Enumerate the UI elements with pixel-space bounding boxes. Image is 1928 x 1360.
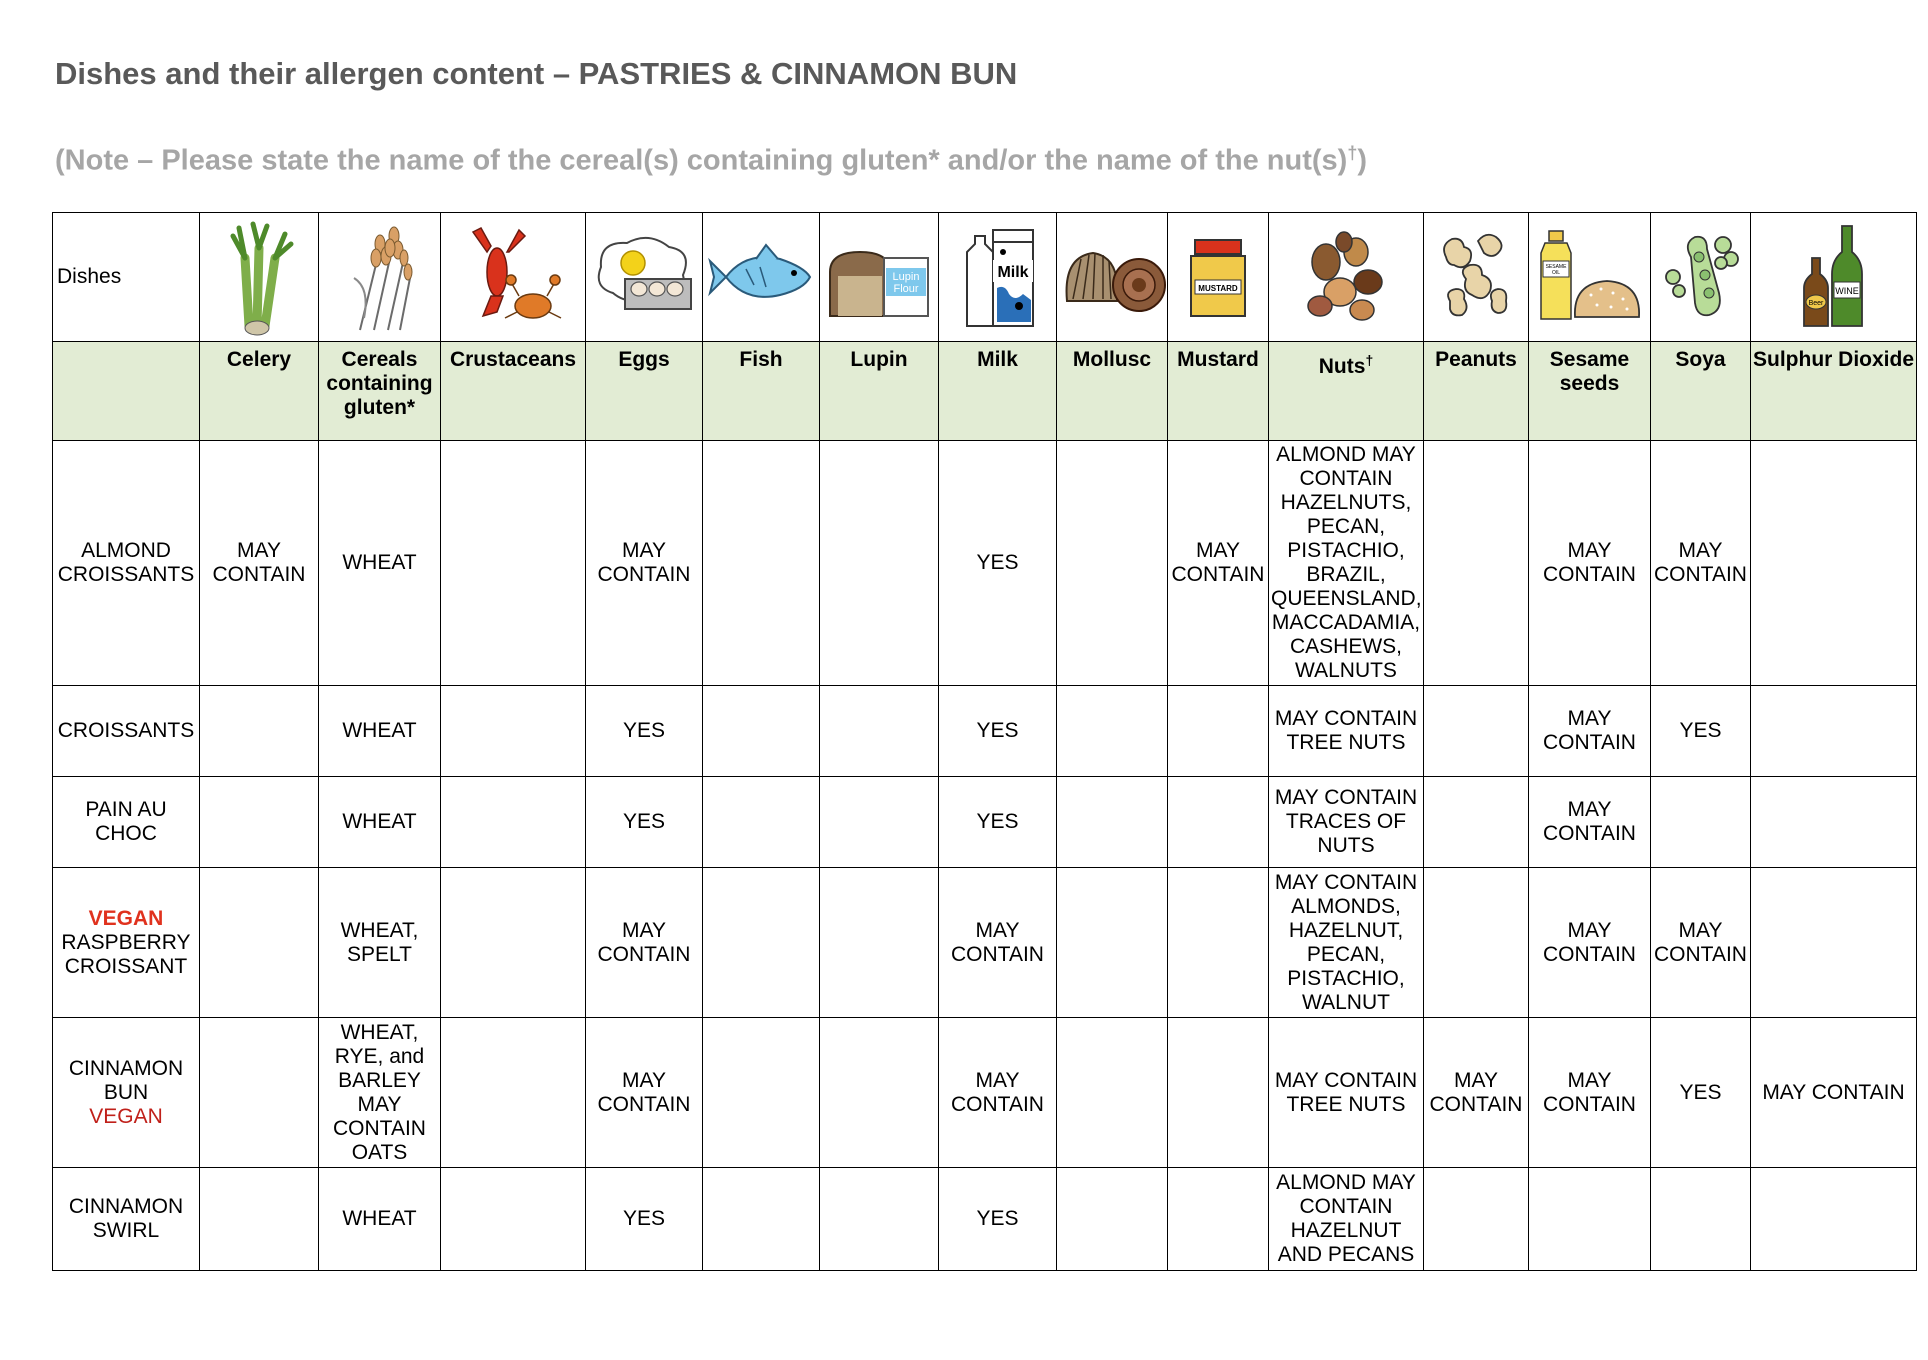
milk-icon [953, 222, 1043, 332]
table-row [53, 1168, 1917, 1271]
nuts-icon [1296, 222, 1396, 332]
column-header-eggs: Eggs [586, 342, 703, 441]
cell-eggs: YES [586, 777, 703, 868]
cell-mollusc [1057, 777, 1168, 868]
column-header-sesame: Sesame seeds [1529, 342, 1651, 441]
cell-eggs: MAY CONTAIN [586, 868, 703, 1018]
sesame-icon-text-2: OIL [1551, 270, 1560, 276]
cell-crustaceans [441, 1018, 586, 1168]
cell-crustaceans [441, 686, 586, 777]
cell-lupin [820, 868, 939, 1018]
column-header-sulphur-dioxide: Sulphur Dioxide [1751, 342, 1917, 441]
column-header-celery: Celery [200, 342, 319, 441]
cell-crustaceans [441, 777, 586, 868]
cell-sulphur-dioxide [1751, 441, 1917, 686]
cell-mollusc [1057, 1168, 1168, 1271]
cell-sulphur-dioxide [1751, 1168, 1917, 1271]
column-header-soya: Soya [1651, 342, 1751, 441]
cell-celery [200, 868, 319, 1018]
cell-peanuts [1424, 686, 1529, 777]
column-header-blank [53, 342, 200, 441]
dish-rows [53, 441, 1917, 1271]
dish-name: ALMOND CROISSANTS [53, 441, 200, 686]
dish-name: CROISSANTS [53, 686, 200, 777]
lupin-icon-text-2: Flour [893, 283, 919, 295]
cell-soya: MAY CONTAIN [1651, 868, 1751, 1018]
cell-celery: MAY CONTAIN [200, 441, 319, 686]
column-header-crustaceans: Crustaceans [441, 342, 586, 441]
nuts-dagger: † [1365, 352, 1374, 368]
dish-name [53, 868, 200, 1018]
allergen-table [52, 212, 1917, 1271]
peanuts-icon [1436, 227, 1516, 327]
table-row [53, 1018, 1917, 1168]
cell-sesame: MAY CONTAIN [1529, 868, 1651, 1018]
cell-eggs: MAY CONTAIN [586, 1018, 703, 1168]
cell-mustard [1168, 686, 1269, 777]
column-header-fish: Fish [703, 342, 820, 441]
cell-mollusc [1057, 868, 1168, 1018]
mustard-jar-icon [1183, 232, 1253, 322]
cell-milk: YES [939, 686, 1057, 777]
cell-soya: YES [1651, 686, 1751, 777]
dish-name-text: RASPBERRY CROISSANT [61, 930, 191, 978]
table-row [53, 868, 1917, 1018]
page-title: Dishes and their allergen content – PASTRIES & CINNAMON BUN [55, 56, 1018, 91]
cell-cereals: WHEAT, SPELT [319, 868, 441, 1018]
sulphur-dioxide-icon-cell [1751, 213, 1917, 342]
cell-fish [703, 1168, 820, 1271]
cell-lupin [820, 777, 939, 868]
cell-milk: MAY CONTAIN [939, 1018, 1057, 1168]
cell-peanuts: MAY CONTAIN [1424, 1018, 1529, 1168]
cell-mollusc [1057, 441, 1168, 686]
cell-eggs: YES [586, 1168, 703, 1271]
note [55, 143, 1367, 178]
cell-mollusc [1057, 1018, 1168, 1168]
note-end: ) [1357, 144, 1368, 177]
sesame-icon-cell [1529, 213, 1651, 342]
column-header-cereals: Cereals containing gluten* [319, 342, 441, 441]
cell-peanuts [1424, 777, 1529, 868]
mustard-icon-cell [1168, 213, 1269, 342]
sesame-icon-text: SESAME [1545, 264, 1566, 270]
cell-celery [200, 686, 319, 777]
cell-celery [200, 1018, 319, 1168]
lupin-icon-text: Lupin [892, 271, 920, 283]
table-row [53, 686, 1917, 777]
cell-nuts: MAY CONTAIN TRACES OF NUTS [1269, 777, 1424, 868]
cell-lupin [820, 686, 939, 777]
cell-fish [703, 441, 820, 686]
cell-sesame: MAY CONTAIN [1529, 441, 1651, 686]
soya-icon-cell [1651, 213, 1751, 342]
cell-nuts: ALMOND MAY CONTAIN HAZELNUT AND PECANS [1269, 1168, 1424, 1271]
cell-peanuts [1424, 1168, 1529, 1271]
cell-peanuts [1424, 868, 1529, 1018]
cell-crustaceans [441, 1168, 586, 1271]
milk-icon-cell [939, 213, 1057, 342]
cell-milk: YES [939, 1168, 1057, 1271]
cell-cereals: WHEAT [319, 1168, 441, 1271]
wheat-icon [340, 218, 420, 336]
cell-milk: YES [939, 441, 1057, 686]
cell-soya [1651, 1168, 1751, 1271]
note-text: (Note – Please state the name of the cereal(s) containing gluten* and/or the name of the nut(s) [55, 144, 1348, 177]
column-header-peanuts: Peanuts [1424, 342, 1529, 441]
cell-mustard: MAY CONTAIN [1168, 441, 1269, 686]
cell-cereals: WHEAT [319, 686, 441, 777]
cell-nuts: ALMOND MAY CONTAIN HAZELNUTS, PECAN, PISTACHIO, BRAZIL, QUEENSLAND, MACCADAMIA, CASHEWS, WALNUTS [1269, 441, 1424, 686]
column-header-mustard: Mustard [1168, 342, 1269, 441]
cell-crustaceans [441, 868, 586, 1018]
column-header-row [53, 342, 1917, 441]
vegan-label: VEGAN [88, 906, 164, 930]
cell-cereals: WHEAT, RYE, and BARLEY MAY CONTAIN OATS [319, 1018, 441, 1168]
beer-icon-text: Beer [1808, 300, 1823, 307]
cell-fish [703, 686, 820, 777]
milk-icon-text: Milk [996, 264, 1029, 281]
column-header-nuts [1269, 342, 1424, 441]
cell-milk: YES [939, 777, 1057, 868]
cell-mustard [1168, 777, 1269, 868]
lupin-flour-icon [824, 232, 934, 322]
vegan-label: VEGAN [89, 1104, 163, 1128]
cell-soya [1651, 777, 1751, 868]
cell-lupin [820, 441, 939, 686]
cell-nuts: MAY CONTAIN TREE NUTS [1269, 686, 1424, 777]
column-header-mollusc: Mollusc [1057, 342, 1168, 441]
dish-name [53, 1018, 200, 1168]
eggs-icon-cell [586, 213, 703, 342]
cell-mustard [1168, 868, 1269, 1018]
lupin-icon-cell [820, 213, 939, 342]
cell-fish [703, 868, 820, 1018]
cell-fish [703, 777, 820, 868]
cell-milk: MAY CONTAIN [939, 868, 1057, 1018]
mollusc-icon-cell [1057, 213, 1168, 342]
nuts-icon-cell [1269, 213, 1424, 342]
table-row [53, 777, 1917, 868]
cell-lupin [820, 1018, 939, 1168]
cell-sulphur-dioxide [1751, 868, 1917, 1018]
cell-celery [200, 777, 319, 868]
cell-crustaceans [441, 441, 586, 686]
eggs-icon [589, 227, 699, 327]
cell-soya: YES [1651, 1018, 1751, 1168]
soya-icon [1661, 227, 1741, 327]
cell-sesame: MAY CONTAIN [1529, 777, 1651, 868]
cell-sesame: MAY CONTAIN [1529, 686, 1651, 777]
cell-sulphur-dioxide: MAY CONTAIN [1751, 1018, 1917, 1168]
dish-name: PAIN AU CHOC [53, 777, 200, 868]
cell-sesame: MAY CONTAIN [1529, 1018, 1651, 1168]
cell-sulphur-dioxide [1751, 686, 1917, 777]
lobster-crab-icon [463, 222, 563, 332]
icon-row [53, 213, 1917, 342]
nuts-label: Nuts [1318, 355, 1366, 378]
column-header-milk: Milk [939, 342, 1057, 441]
cell-eggs: MAY CONTAIN [586, 441, 703, 686]
column-header-lupin: Lupin [820, 342, 939, 441]
fish-icon-cell [703, 213, 820, 342]
celery-icon-cell [200, 213, 319, 342]
cell-celery [200, 1168, 319, 1271]
cell-cereals: WHEAT [319, 777, 441, 868]
cell-mustard [1168, 1018, 1269, 1168]
cell-sulphur-dioxide [1751, 777, 1917, 868]
sesame-icon [1535, 227, 1645, 327]
celery-icon [219, 218, 299, 336]
shells-icon [1059, 237, 1168, 317]
fish-icon [706, 237, 816, 317]
cell-nuts: MAY CONTAIN TREE NUTS [1269, 1018, 1424, 1168]
cell-soya: MAY CONTAIN [1651, 441, 1751, 686]
mustard-icon-text: MUSTARD [1198, 284, 1238, 293]
peanuts-icon-cell [1424, 213, 1529, 342]
cell-lupin [820, 1168, 939, 1271]
wine-icon-text: WINE [1834, 286, 1859, 296]
cell-mustard [1168, 1168, 1269, 1271]
cell-eggs: YES [586, 686, 703, 777]
crustaceans-icon-cell [441, 213, 586, 342]
dish-name-text: CINNAMON BUN [68, 1056, 184, 1104]
beer-wine-icon [1794, 222, 1874, 332]
dish-name: CINNAMON SWIRL [53, 1168, 200, 1271]
cell-mollusc [1057, 686, 1168, 777]
cell-cereals: WHEAT [319, 441, 441, 686]
cell-peanuts [1424, 441, 1529, 686]
cell-fish [703, 1018, 820, 1168]
wheat-icon-cell [319, 213, 441, 342]
cell-nuts: MAY CONTAIN ALMONDS, HAZELNUT, PECAN, PISTACHIO, WALNUT [1269, 868, 1424, 1018]
table-row [53, 441, 1917, 686]
note-dagger: † [1347, 143, 1358, 163]
cell-sesame [1529, 1168, 1651, 1271]
dishes-heading: Dishes [53, 213, 200, 342]
